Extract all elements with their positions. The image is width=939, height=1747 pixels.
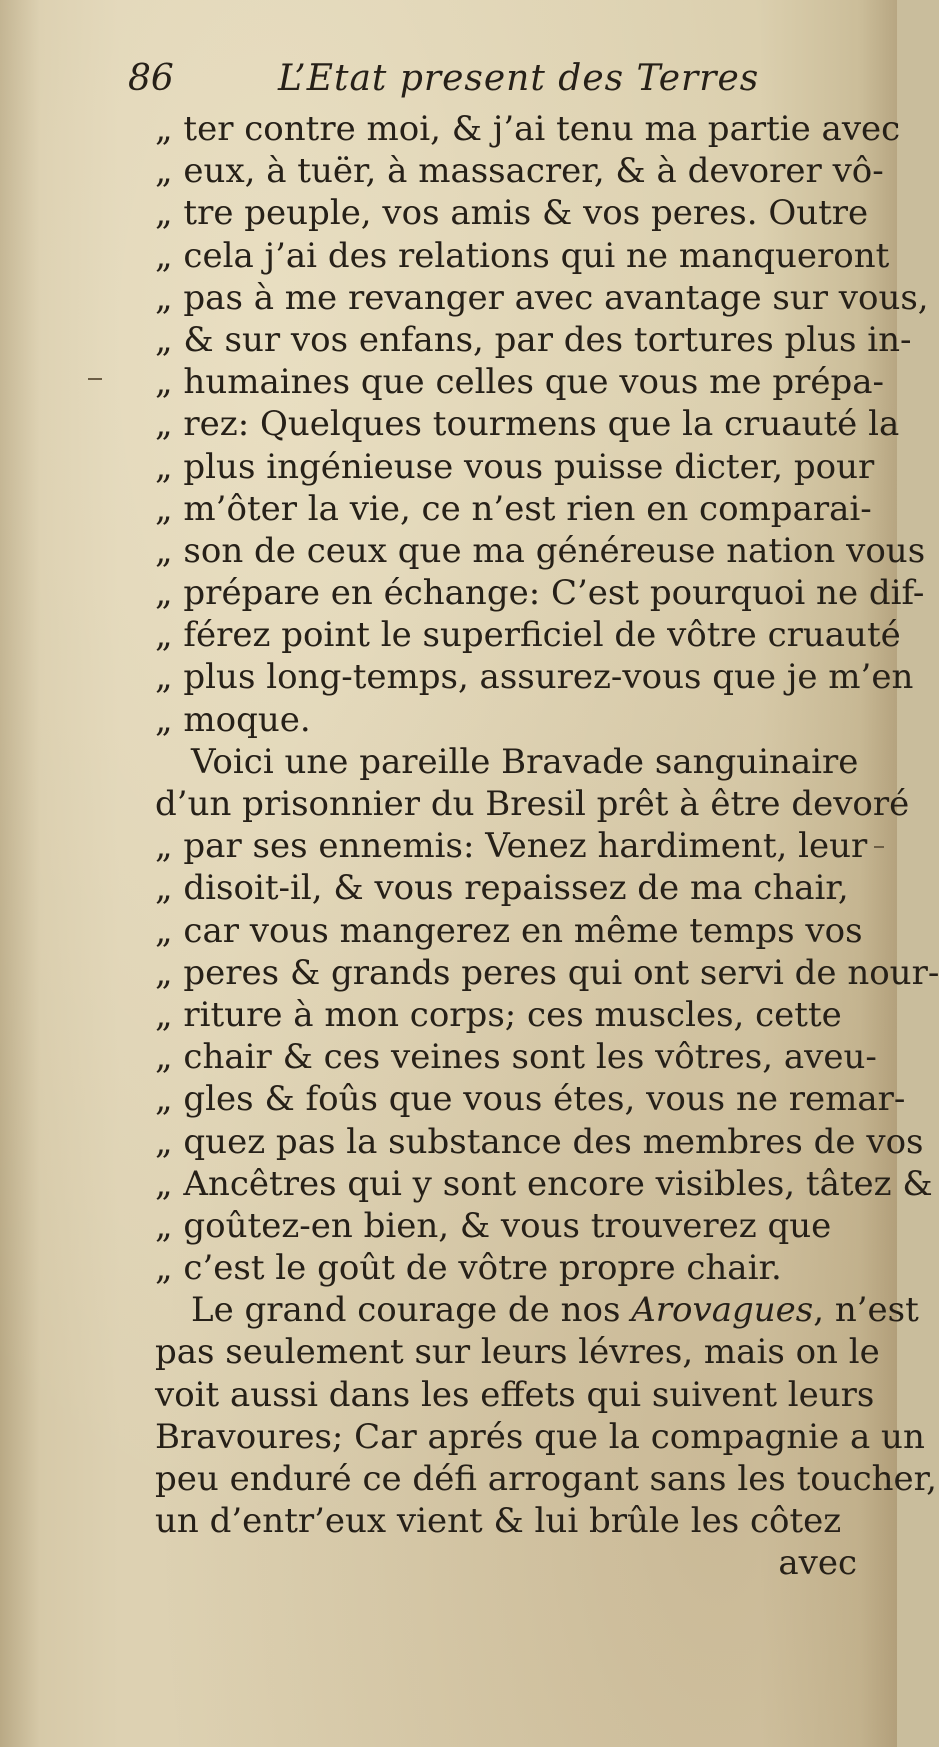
text-line: peu enduré ce défi arrogant sans les toucher,: [155, 1459, 937, 1499]
text-line: „ eux, à tuër, à massacrer, & à devorer vô-: [155, 151, 884, 192]
text-line: „ plus long-temps, assurez-vous que je m’en: [155, 657, 914, 698]
text-line: „ quez pas la substance des membres de vos: [155, 1121, 924, 1162]
text-line: „ peres & grands peres qui ont servi de nour-: [155, 952, 939, 993]
page-header: [128, 58, 828, 108]
text-line: „ disoit-il, & vous repaissez de ma chair,: [155, 868, 849, 909]
margin-mark: [88, 378, 102, 380]
text-line: „ chair & ces veines sont les vôtres, aveu-: [155, 1037, 877, 1078]
italic-name: Arovagues: [631, 1290, 814, 1331]
running-title: L’Etat present des Terres: [278, 58, 760, 99]
text-line: „ goûtez-en bien, & vous trouverez que: [155, 1205, 832, 1246]
text-line: „ gles & foûs que vous étes, vous ne remar-: [155, 1079, 906, 1120]
text-line: „ plus ingénieuse vous puisse dicter, pour: [155, 446, 875, 487]
body-text: [155, 108, 939, 1585]
text-line: un d’entr’eux vient & lui brûle les côtez: [155, 1501, 842, 1542]
catchword: avec: [778, 1543, 857, 1584]
text-line: „ son de ceux que ma généreuse nation vous: [155, 530, 926, 571]
text-line: „ m’ôter la vie, ce n’est rien en comparai-: [155, 488, 872, 529]
text-line: „ par ses ennemis: Venez hardiment, leur: [155, 826, 868, 867]
text-line: „ pas à me revanger avec avantage sur vous,: [155, 277, 929, 318]
text-line: „ moque.: [155, 699, 311, 740]
text-line: „ humaines que celles que vous me prépa-: [155, 362, 885, 403]
text-line-with-italic: Le grand courage de nos Arovagues, n’est: [191, 1290, 919, 1331]
text-line: „ c’est le goût de vôtre propre chair.: [155, 1248, 782, 1289]
text-line: d’un prisonnier du Bresil prêt à être devoré: [155, 784, 910, 824]
text-line: „ riture à mon corps; ces muscles, cette: [155, 994, 842, 1035]
text-line: „ férez point le superficiel de vôtre cruauté: [155, 615, 901, 656]
text-line: Voici une pareille Bravade sanguinaire: [191, 741, 859, 782]
page-number: 86: [128, 58, 174, 99]
text-line: „ ter contre moi, & j’ai tenu ma partie avec: [155, 109, 901, 149]
margin-mark: [874, 846, 884, 848]
text-line: pas seulement sur leurs lévres, mais on le: [155, 1332, 880, 1373]
text-line: „ prépare en échange: C’est pourquoi ne dif-: [155, 573, 925, 614]
text-line: voit aussi dans les effets qui suivent leurs: [155, 1374, 875, 1415]
text-line: „ rez: Quelques tourmens que la cruauté la: [155, 404, 900, 445]
text-line: „ & sur vos enfans, par des tortures plus in-: [155, 319, 912, 360]
text-line: „ car vous mangerez en même temps vos: [155, 910, 863, 951]
text-line: „ tre peuple, vos amis & vos peres. Outre: [155, 193, 869, 234]
text-line: „ cela j’ai des relations qui ne manqueront: [155, 235, 890, 276]
text-line: „ Ancêtres qui y sont encore visibles, tâtez &: [155, 1163, 933, 1204]
text-line: Bravoures; Car aprés que la compagnie a un: [155, 1416, 925, 1457]
